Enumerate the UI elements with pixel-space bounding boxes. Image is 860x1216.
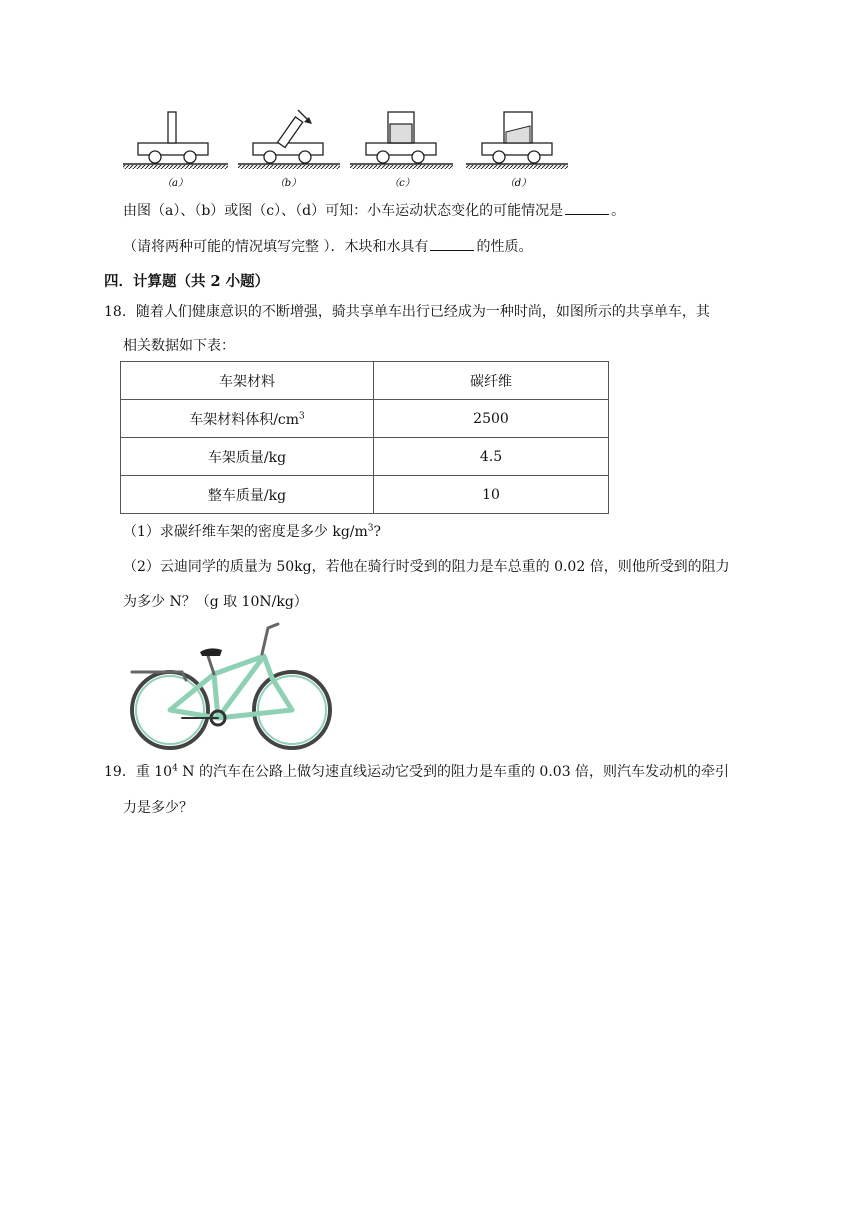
table-cell: 2500 (374, 400, 609, 438)
cart-b (238, 110, 340, 169)
table-row (121, 476, 609, 514)
table-cell: 整车质量/kg (121, 476, 374, 514)
q19-line2: 力是多少？ (123, 800, 193, 816)
cart-figure (118, 100, 573, 192)
q17-line1: 由图（a）、（b）或图（c）、（d）可知：小车运动状态变化的可能情况是 。 (123, 200, 625, 221)
q19-number: 19． (104, 764, 136, 780)
q18-sub2-line2: 为多少 N？（g 取 10N/kg） (123, 594, 308, 610)
q18-sub1: （1）求碳纤维车架的密度是多少 $kg/m^3$? (123, 523, 382, 540)
table-cell: 碳纤维 (374, 362, 609, 400)
bike-data-table (120, 361, 609, 514)
cart-a (123, 112, 228, 169)
cart-d (466, 112, 568, 169)
q18-line1: 18．随着人们健康意识的不断增强，骑共享单车出行已经成为一种时尚，如图所示的共享单车，其 (104, 304, 710, 320)
q17-line2: （请将两种可能的情况填写完整 ）．木块和水具有 的性质。 (123, 236, 532, 257)
table-cell: 车架材料体积$/cm^3$ (121, 400, 374, 438)
q18-number: 18． (104, 304, 136, 320)
caption-a: （a） (162, 178, 188, 189)
cart-c (350, 112, 453, 169)
q18-line2: 相关数据如下表： (123, 338, 235, 354)
answer-blank-2[interactable] (430, 236, 474, 251)
table-cell: 4.5 (374, 438, 609, 476)
caption-c: （c） (389, 178, 415, 189)
q19-line1: 19．重 $10^4$ N 的汽车在公路上做匀速直线运动它受到的阻力是车重的 0.03 倍，则汽车发动机的牵引 (104, 763, 730, 780)
table-cell: 车架材料 (121, 362, 374, 400)
caption-d: （d） (504, 178, 532, 189)
section-heading: 四．计算题（共 2 小题） (104, 273, 270, 290)
q18-sub2-line1: （2）云迪同学的质量为 50kg，若他在骑行时受到的阻力是车总重的 0.02 倍，则他所受到的阻力 (123, 559, 730, 575)
table-cell: 车架质量/kg (121, 438, 374, 476)
bicycle-image (122, 618, 334, 752)
answer-blank-1[interactable] (565, 200, 609, 215)
table-row (121, 362, 609, 400)
caption-b: （b） (274, 178, 302, 189)
table-row (121, 438, 609, 476)
table-row (121, 400, 609, 438)
table-cell: 10 (374, 476, 609, 514)
